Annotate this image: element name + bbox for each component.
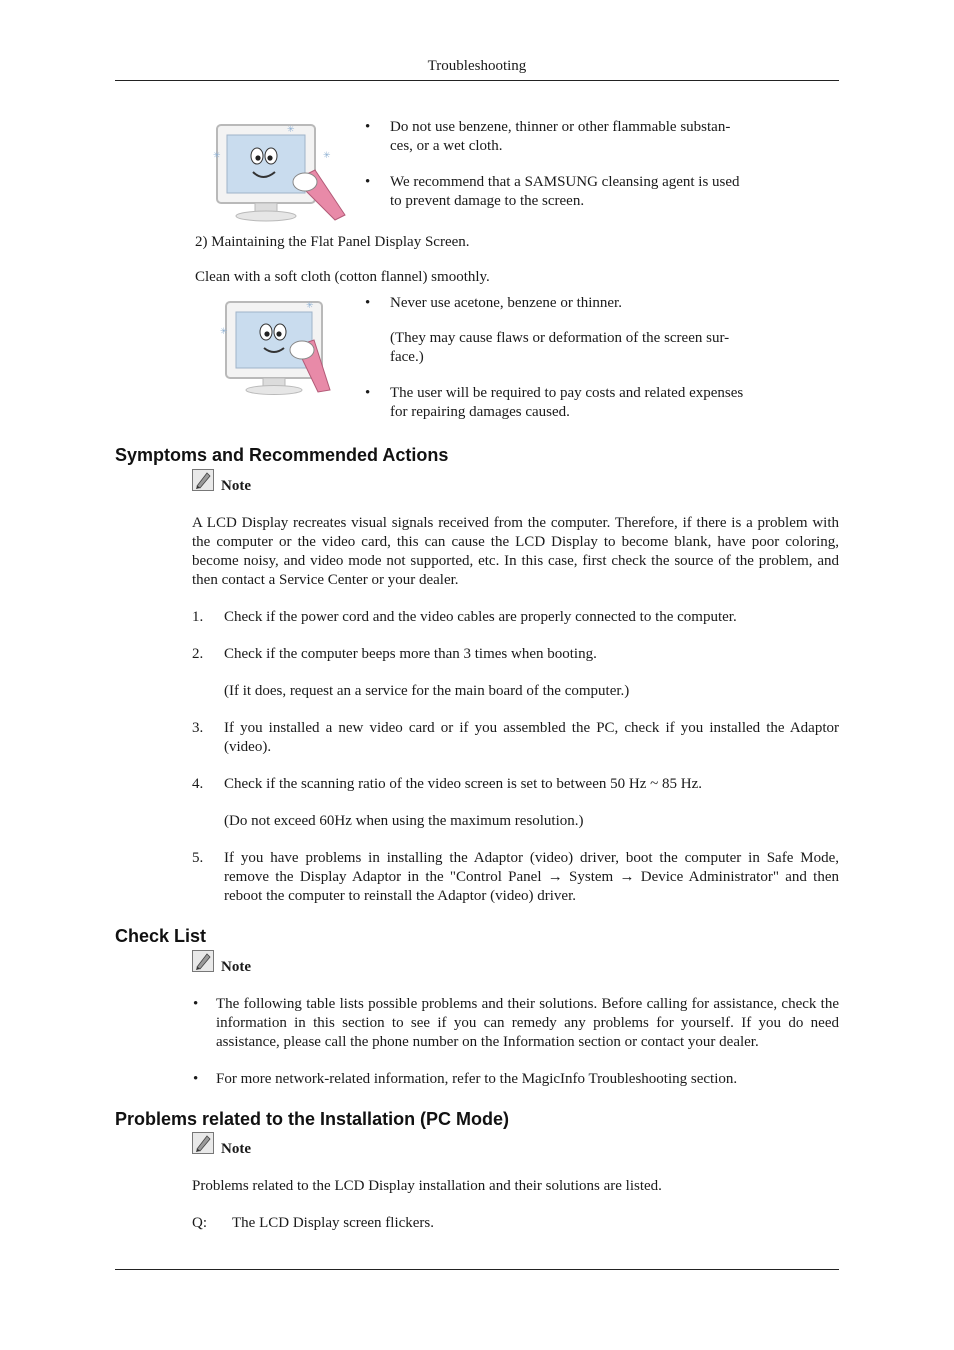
step-text: Check if the computer beeps more than 3 times when booting. [224, 646, 597, 662]
step-subtext: (If it does, request an a service for the main board of the computer.) [224, 683, 630, 699]
step-text: Check if the power cord and the video cables are properly connected to the computer. [224, 609, 737, 625]
checklist-bullet: The following table lists possible problems and their solutions. Before calling for assistance, check the information in this section to see if you can remedy any problems for yourself. If you do need assistance, please call the phone number on the Information section or contact your dealer. [216, 996, 839, 1050]
bullet-glyph: • [365, 174, 371, 190]
bullet-text-line: face.) [390, 349, 424, 365]
bullet-text-line: We recommend that a SAMSUNG cleansing agent is used [390, 174, 740, 190]
svg-text:✳: ✳ [213, 151, 221, 161]
note-pencil-icon [192, 950, 214, 972]
installation-intro: Problems related to the LCD Display installation and their solutions are listed. [192, 1178, 662, 1194]
footer-rule [115, 1269, 839, 1270]
cleaning-monitor-icon [218, 298, 358, 396]
step-text: If you installed a new video card or if you assembled the PC, check if you installed the Adaptor (video). [224, 720, 839, 755]
note-pencil-icon [192, 469, 214, 491]
bullet-text-line: Never use acetone, benzene or thinner. [390, 295, 622, 311]
bullet-text-line: for repairing damages caused. [390, 404, 570, 420]
svg-text:✳: ✳ [323, 151, 331, 161]
bullet-text-line: ces, or a wet cloth. [390, 138, 503, 154]
header-rule [115, 80, 839, 81]
bullet-glyph: • [193, 1071, 199, 1087]
note-pencil-icon [192, 1132, 214, 1154]
step-text: If you have problems in installing the Adaptor (video) driver, boot the computer in Safe Mode, remove the Display Adaptor in the "Control Panel → System → Device Administrator" and then reboot the computer to reinstall the Adaptor (video) driver. [224, 850, 839, 904]
bullet-glyph: • [365, 119, 371, 135]
step-number: 2. [192, 646, 204, 662]
step-number: 3. [192, 720, 204, 736]
bullet-glyph: • [365, 385, 371, 401]
section-heading-check-list: Check List [115, 926, 207, 946]
clean-instruction: Clean with a soft cloth (cotton flannel) smoothly. [195, 269, 490, 285]
question-text: The LCD Display screen flickers. [232, 1215, 435, 1231]
symptoms-intro: A LCD Display recreates visual signals received from the computer. Therefore, if there is a problem with the computer or the video card, this can cause the LCD Display to become blank, have poor coloring, become noisy, and video mode not supported, etc. In this case, first check the source of the problem, and then contact a Service Center or your dealer. [192, 515, 839, 588]
note-label: Note [221, 478, 251, 494]
bullet-text-line: The user will be required to pay costs and related expenses [390, 385, 744, 401]
bullet-text-line: Do not use benzene, thinner or other flammable substan- [390, 119, 731, 135]
question-label: Q: [192, 1215, 207, 1231]
svg-text:✳: ✳ [220, 327, 228, 337]
checklist-bullet: For more network-related information, refer to the MagicInfo Troubleshooting section. [216, 1071, 738, 1087]
step-subtext: (Do not exceed 60Hz when using the maximum resolution.) [224, 813, 584, 829]
step-number: 1. [192, 609, 204, 625]
note-label: Note [221, 959, 251, 975]
svg-text:✳: ✳ [287, 125, 295, 135]
step-number: 4. [192, 776, 204, 792]
maintaining-title: 2) Maintaining the Flat Panel Display Screen. [195, 234, 470, 250]
bullet-glyph: • [365, 295, 371, 311]
section-heading-symptoms: Symptoms and Recommended Actions [115, 445, 449, 465]
svg-text:✳: ✳ [306, 301, 314, 311]
cleaning-monitor-icon [205, 120, 355, 224]
note-label: Note [221, 1141, 251, 1157]
bullet-glyph: • [193, 996, 199, 1012]
bullet-text-line: (They may cause flaws or deformation of the screen sur- [390, 330, 730, 346]
page-header-title: Troubleshooting [427, 58, 527, 74]
step-text: Check if the scanning ratio of the video screen is set to between 50 Hz ~ 85 Hz. [224, 776, 702, 792]
step-number: 5. [192, 850, 204, 866]
section-heading-installation: Problems related to the Installation (PC Mode) [115, 1109, 510, 1129]
bullet-text-line: to prevent damage to the screen. [390, 193, 585, 209]
